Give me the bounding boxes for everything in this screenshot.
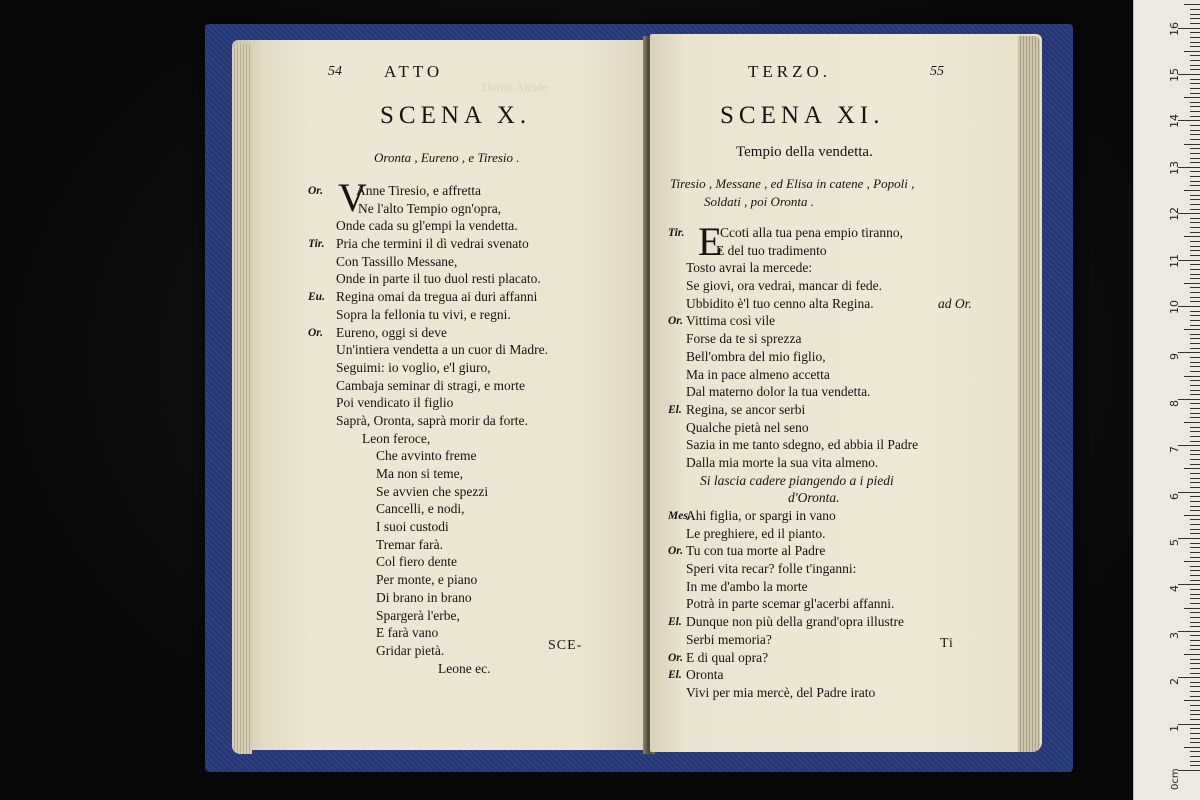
ruler-tick bbox=[1178, 584, 1200, 585]
ruler-tick bbox=[1190, 719, 1200, 720]
verse-text: Pria che termini il dì vedrai svenato bbox=[336, 236, 529, 252]
ruler-tick bbox=[1190, 575, 1200, 576]
ruler-tick bbox=[1190, 733, 1200, 734]
ruler-tick bbox=[1190, 311, 1200, 312]
ruler-tick bbox=[1190, 589, 1200, 590]
ruler-tick bbox=[1184, 4, 1200, 5]
verse-text: Con Tassillo Messane, bbox=[336, 253, 458, 269]
ruler-tick bbox=[1190, 195, 1200, 196]
ruler-tick bbox=[1190, 622, 1200, 623]
ruler-tick bbox=[1190, 18, 1200, 19]
ruler-tick bbox=[1190, 738, 1200, 739]
right-characters-2: Soldati , poi Oronta . bbox=[704, 194, 815, 209]
ruler-tick bbox=[1190, 645, 1200, 646]
ruler-tick bbox=[1190, 640, 1200, 641]
ruler-tick bbox=[1190, 529, 1200, 530]
ruler-tick bbox=[1190, 454, 1200, 455]
ruler-tick bbox=[1178, 724, 1200, 725]
ruler-tick bbox=[1190, 668, 1200, 669]
right-catchword: Ti bbox=[940, 636, 954, 651]
verse-text: Sazia in me tanto sdegno, ed abbia il Padre bbox=[686, 437, 919, 453]
left-running-header: ATTO bbox=[384, 62, 444, 81]
ruler-tick bbox=[1178, 538, 1200, 539]
ruler-tick bbox=[1184, 515, 1200, 516]
verse-text: Tu con tua morte al Padre bbox=[686, 543, 826, 559]
ruler-tick bbox=[1178, 260, 1200, 261]
ruler-tick bbox=[1190, 682, 1200, 683]
ruler-tick bbox=[1190, 83, 1200, 84]
ruler-tick bbox=[1190, 274, 1200, 275]
ruler-tick bbox=[1178, 213, 1200, 214]
speaker-label: Or. bbox=[308, 326, 324, 339]
verse-text: Se avvien che spezzi bbox=[376, 483, 489, 499]
ruler-tick bbox=[1190, 204, 1200, 205]
ruler-tick bbox=[1190, 473, 1200, 474]
right-page-number: 55 bbox=[930, 64, 944, 79]
ruler-tick bbox=[1190, 482, 1200, 483]
verse-text: Tremar farà. bbox=[376, 536, 443, 552]
ruler-tick bbox=[1178, 306, 1200, 307]
ruler-tick bbox=[1184, 422, 1200, 423]
ruler-tick bbox=[1190, 408, 1200, 409]
ruler-tick bbox=[1190, 761, 1200, 762]
ruler-tick bbox=[1190, 510, 1200, 511]
measurement-ruler bbox=[1133, 0, 1200, 800]
verse-text: Serbi memoria? bbox=[686, 631, 772, 647]
ruler-number: 15 bbox=[1168, 68, 1181, 82]
ruler-tick bbox=[1190, 659, 1200, 660]
ruler-tick bbox=[1178, 445, 1200, 446]
speaker-label: Or. bbox=[668, 315, 684, 328]
ruler-tick bbox=[1190, 338, 1200, 339]
verse-text: Leone ec. bbox=[438, 660, 491, 676]
verse-text: Anne Tiresio, e affretta bbox=[356, 183, 481, 198]
ruler-tick bbox=[1190, 362, 1200, 363]
verse-text: Col fiero dente bbox=[376, 554, 457, 570]
ruler-tick bbox=[1190, 185, 1200, 186]
ruler-tick bbox=[1184, 190, 1200, 191]
ruler-tick bbox=[1190, 32, 1200, 33]
verse-text: Spargerà l'erbe, bbox=[376, 607, 460, 623]
ruler-tick bbox=[1190, 246, 1200, 247]
ruler-tick bbox=[1190, 603, 1200, 604]
right-drop-cap: E bbox=[698, 219, 723, 264]
ruler-number: 9 bbox=[1168, 353, 1181, 361]
ruler-tick bbox=[1190, 566, 1200, 567]
speaker-label: El. bbox=[668, 616, 682, 629]
ruler-tick bbox=[1190, 250, 1200, 251]
ruler-tick bbox=[1184, 236, 1200, 237]
right-page-edges bbox=[1018, 36, 1040, 752]
ruler-tick bbox=[1190, 728, 1200, 729]
ruler-tick bbox=[1178, 399, 1200, 400]
verse-text: Cambaja seminar di stragi, e morte bbox=[336, 377, 525, 393]
ruler-tick bbox=[1190, 487, 1200, 488]
ruler-tick bbox=[1190, 626, 1200, 627]
verse-text: Gridar pietà. bbox=[376, 642, 445, 658]
ruler-tick bbox=[1190, 714, 1200, 715]
ruler-tick bbox=[1184, 97, 1200, 98]
ruler-tick bbox=[1190, 417, 1200, 418]
ruler-tick bbox=[1190, 199, 1200, 200]
verse-text: Cancelli, e nodi, bbox=[376, 501, 465, 517]
ruler-tick bbox=[1190, 436, 1200, 437]
ruler-tick bbox=[1190, 301, 1200, 302]
ruler-tick bbox=[1190, 297, 1200, 298]
verse-text: Ahi figlia, or spargi in vano bbox=[686, 508, 836, 523]
ruler-tick bbox=[1184, 283, 1200, 284]
ruler-tick bbox=[1190, 751, 1200, 752]
ruler-tick bbox=[1190, 478, 1200, 479]
ruler-tick bbox=[1190, 264, 1200, 265]
ruler-tick bbox=[1190, 686, 1200, 687]
verse-text: Tosto avrai la mercede: bbox=[686, 260, 813, 276]
ruler-tick bbox=[1190, 79, 1200, 80]
ruler-tick bbox=[1190, 162, 1200, 163]
ruler-tick bbox=[1190, 315, 1200, 316]
ruler-tick bbox=[1190, 533, 1200, 534]
ruler-tick bbox=[1190, 241, 1200, 242]
ruler-tick bbox=[1190, 106, 1200, 107]
verse-text: Forse da te si sprezza bbox=[686, 331, 802, 347]
ruler-tick bbox=[1190, 552, 1200, 553]
verse-text: E del tuo tradimento bbox=[716, 242, 827, 258]
ruler-tick bbox=[1190, 390, 1200, 391]
ruler-tick bbox=[1190, 111, 1200, 112]
left-page bbox=[232, 40, 647, 750]
ruler-tick bbox=[1190, 756, 1200, 757]
stage-direction: Si lascia cadere piangendo a i piedi bbox=[700, 472, 894, 488]
right-page bbox=[650, 34, 1042, 752]
ruler-tick bbox=[1190, 55, 1200, 56]
ruler-tick bbox=[1190, 222, 1200, 223]
ruler-tick bbox=[1190, 403, 1200, 404]
ruler-number: 4 bbox=[1168, 585, 1181, 593]
ruler-tick bbox=[1184, 51, 1200, 52]
ruler-tick bbox=[1190, 598, 1200, 599]
ruler-tick bbox=[1184, 376, 1200, 377]
ruler-tick bbox=[1178, 492, 1200, 493]
ruler-tick bbox=[1190, 60, 1200, 61]
verse-text: Dalla mia morte la sua vita almeno. bbox=[686, 454, 879, 470]
ruler-tick bbox=[1190, 88, 1200, 89]
verse-text: Sopra la fellonia tu vivi, e regni. bbox=[336, 306, 511, 322]
ruler-tick bbox=[1190, 181, 1200, 182]
ruler-tick bbox=[1190, 42, 1200, 43]
ruler-tick bbox=[1190, 176, 1200, 177]
ruler-tick bbox=[1190, 696, 1200, 697]
speaker-label: El. bbox=[668, 403, 682, 416]
ruler-tick bbox=[1190, 394, 1200, 395]
ruler-number: 7 bbox=[1168, 446, 1181, 454]
verse-text: Un'intiera vendetta a un cuor di Madre. bbox=[336, 342, 548, 358]
ruler-tick bbox=[1190, 232, 1200, 233]
ruler-tick bbox=[1190, 742, 1200, 743]
ruler-tick bbox=[1190, 450, 1200, 451]
right-place: Tempio della vendetta. bbox=[736, 144, 873, 160]
ruler-tick bbox=[1190, 292, 1200, 293]
ruler-tick bbox=[1184, 468, 1200, 469]
verse-text: I suoi custodi bbox=[376, 519, 449, 535]
verse-text: Seguimi: io voglio, e'l giuro, bbox=[336, 359, 491, 375]
ruler-tick bbox=[1190, 380, 1200, 381]
ruler-tick bbox=[1190, 69, 1200, 70]
ruler-tick bbox=[1190, 617, 1200, 618]
ruler-number: 5 bbox=[1168, 539, 1181, 546]
verse-text: In me d'ambo la morte bbox=[686, 578, 808, 594]
ruler-tick bbox=[1190, 431, 1200, 432]
speaker-label: Mes. bbox=[668, 510, 691, 522]
ruler-tick bbox=[1184, 144, 1200, 145]
ruler-number: 10 bbox=[1168, 300, 1181, 314]
ruler-tick bbox=[1190, 441, 1200, 442]
stage-direction: d'Oronta. bbox=[788, 490, 840, 506]
ruler-tick bbox=[1190, 673, 1200, 674]
ruler-tick bbox=[1178, 74, 1200, 75]
speaker-label: Or. bbox=[668, 651, 684, 664]
right-scene-title: SCENA XI. bbox=[720, 102, 885, 129]
left-page-number: 54 bbox=[328, 64, 342, 79]
ruler-tick bbox=[1190, 501, 1200, 502]
right-characters-1: Tiresio , Messane , ed Elisa in catene , Popoli , bbox=[670, 176, 915, 191]
speaker-label: Or. bbox=[308, 185, 324, 197]
ruler-number: 16 bbox=[1168, 21, 1181, 36]
right-running-header: TERZO. bbox=[748, 62, 832, 81]
show-through-text: Dormi Alcide bbox=[482, 80, 548, 94]
verse-text: Ubbidito è'l tuo cenno alta Regina. bbox=[686, 295, 874, 311]
ruler-tick bbox=[1190, 65, 1200, 66]
verse-text: Eureno, oggi si deve bbox=[336, 324, 447, 340]
verse-text: Onde cada su gl'empi la vendetta. bbox=[336, 218, 518, 234]
ruler-tick bbox=[1178, 28, 1200, 29]
ruler-tick bbox=[1190, 765, 1200, 766]
ruler-number: 8 bbox=[1168, 399, 1181, 407]
ruler-tick bbox=[1190, 255, 1200, 256]
ruler-tick bbox=[1184, 329, 1200, 330]
ruler-tick bbox=[1190, 543, 1200, 544]
ruler-tick bbox=[1184, 608, 1200, 609]
ruler-tick bbox=[1178, 770, 1200, 771]
ruler-tick bbox=[1190, 125, 1200, 126]
verse-text: Ma in pace almeno accetta bbox=[686, 366, 830, 382]
ruler-tick bbox=[1190, 171, 1200, 172]
ruler-number: 14 bbox=[1168, 114, 1181, 129]
ruler-tick bbox=[1190, 496, 1200, 497]
verse-text: Leon feroce, bbox=[362, 430, 431, 446]
verse-text: Poi vendicato il figlio bbox=[336, 395, 454, 411]
ruler-tick bbox=[1190, 348, 1200, 349]
ruler-tick bbox=[1190, 524, 1200, 525]
speaker-label: El. bbox=[668, 669, 682, 682]
verse-text: Vittima così vile bbox=[686, 313, 776, 329]
speaker-label: Eu. bbox=[308, 291, 325, 304]
aside-direction: ad Or. bbox=[938, 295, 972, 311]
left-catchword: SCE- bbox=[548, 638, 583, 653]
ruler-tick bbox=[1190, 14, 1200, 15]
ruler-tick bbox=[1178, 631, 1200, 632]
ruler-number: 2 bbox=[1168, 678, 1181, 686]
ruler-tick bbox=[1190, 570, 1200, 571]
ruler-tick bbox=[1178, 120, 1200, 121]
ruler-number: 11 bbox=[1168, 253, 1181, 268]
verse-text: Oronta bbox=[686, 667, 724, 683]
ruler-tick bbox=[1190, 158, 1200, 159]
ruler-tick bbox=[1190, 134, 1200, 135]
ruler-tick bbox=[1178, 167, 1200, 168]
verse-text: Qualche pietà nel seno bbox=[686, 419, 809, 435]
ruler-tick bbox=[1190, 427, 1200, 428]
verse-text: Potrà in parte scemar gl'acerbi affanni. bbox=[686, 596, 895, 612]
ruler-tick bbox=[1190, 557, 1200, 558]
verse-text: Regina omai da tregua ai duri affanni bbox=[336, 289, 538, 305]
ruler-tick bbox=[1190, 9, 1200, 10]
ruler-tick bbox=[1190, 413, 1200, 414]
verse-text: Regina, se ancor serbi bbox=[686, 401, 806, 417]
left-page-edges bbox=[232, 44, 252, 754]
ruler-number: 3 bbox=[1168, 631, 1181, 639]
verse-text: E di qual opra? bbox=[686, 649, 769, 665]
verse-text: Bell'ombra del mio figlio, bbox=[686, 348, 826, 364]
verse-text: Per monte, e piano bbox=[376, 572, 478, 588]
ruler-tick bbox=[1190, 580, 1200, 581]
left-characters: Oronta , Eureno , e Tiresio . bbox=[374, 150, 520, 165]
verse-text: Dunque non più della grand'opra illustre bbox=[686, 614, 905, 630]
ruler-tick bbox=[1190, 519, 1200, 520]
ruler-tick bbox=[1190, 459, 1200, 460]
ruler-number: 1 bbox=[1168, 724, 1181, 732]
ruler-tick bbox=[1190, 148, 1200, 149]
ruler-tick bbox=[1190, 506, 1200, 507]
ruler-tick bbox=[1190, 635, 1200, 636]
ruler-tick bbox=[1190, 691, 1200, 692]
ruler-tick bbox=[1178, 677, 1200, 678]
ruler-tick bbox=[1190, 343, 1200, 344]
speaker-label: Tir. bbox=[668, 227, 685, 239]
ruler-number: 6 bbox=[1168, 492, 1181, 500]
ruler-tick bbox=[1190, 46, 1200, 47]
verse-text: Se giovi, ora vedrai, mancar di fede. bbox=[686, 278, 883, 294]
verse-text: Onde in parte il tuo duol resti placato. bbox=[336, 271, 541, 287]
ruler-number: 13 bbox=[1168, 160, 1181, 175]
ruler-tick bbox=[1190, 139, 1200, 140]
ruler-tick bbox=[1190, 130, 1200, 131]
ruler-tick bbox=[1190, 287, 1200, 288]
ruler-tick bbox=[1190, 612, 1200, 613]
ruler-tick bbox=[1190, 705, 1200, 706]
verse-text: Dal materno dolor la tua vendetta. bbox=[686, 384, 871, 400]
ruler-tick bbox=[1190, 357, 1200, 358]
ruler-tick bbox=[1190, 227, 1200, 228]
ruler-tick bbox=[1178, 352, 1200, 353]
speaker-label: Or. bbox=[668, 545, 684, 558]
verse-text: E farà vano bbox=[376, 625, 439, 641]
ruler-tick bbox=[1190, 93, 1200, 94]
ruler-tick bbox=[1190, 269, 1200, 270]
verse-text: Saprà, Oronta, saprà morir da forte. bbox=[336, 412, 528, 428]
verse-text: Vivi per mia mercè, del Padre irato bbox=[686, 684, 876, 700]
speaker-label: Tir. bbox=[308, 238, 325, 251]
ruler-tick bbox=[1190, 366, 1200, 367]
ruler-tick bbox=[1190, 37, 1200, 38]
ruler-tick bbox=[1190, 464, 1200, 465]
ruler-tick bbox=[1190, 116, 1200, 117]
ruler-tick bbox=[1190, 649, 1200, 650]
ruler-tick bbox=[1190, 320, 1200, 321]
ruler-tick bbox=[1190, 385, 1200, 386]
ruler-tick bbox=[1184, 654, 1200, 655]
ruler-number: 12 bbox=[1168, 207, 1181, 222]
ruler-tick bbox=[1190, 663, 1200, 664]
ruler-tick bbox=[1190, 594, 1200, 595]
ruler-tick bbox=[1190, 102, 1200, 103]
ruler-tick bbox=[1190, 23, 1200, 24]
ruler-tick bbox=[1190, 334, 1200, 335]
verse-text: Ccoti alla tua pena empio tiranno, bbox=[720, 225, 903, 240]
ruler-tick bbox=[1190, 209, 1200, 210]
left-scene-title: SCENA X. bbox=[380, 102, 532, 129]
ruler-tick bbox=[1190, 278, 1200, 279]
ruler-tick bbox=[1190, 710, 1200, 711]
verse-text: Che avvinto freme bbox=[376, 448, 477, 464]
ruler-tick bbox=[1190, 547, 1200, 548]
ruler-tick bbox=[1190, 371, 1200, 372]
ruler-tick bbox=[1184, 561, 1200, 562]
verse-text: Ma non si teme, bbox=[376, 466, 463, 481]
ruler-tick bbox=[1190, 218, 1200, 219]
ruler-tick bbox=[1190, 325, 1200, 326]
ruler-tick bbox=[1184, 747, 1200, 748]
left-drop-cap: V bbox=[338, 175, 367, 220]
verse-text: Speri vita recar? folle t'inganni: bbox=[686, 561, 857, 577]
verse-text: Ne l'alto Tempio ogn'opra, bbox=[358, 200, 502, 216]
verse-text: Le preghiere, ed il pianto. bbox=[686, 525, 826, 541]
ruler-unit-label: 0cm bbox=[1170, 768, 1181, 790]
ruler-tick bbox=[1190, 153, 1200, 154]
verse-text: Di brano in brano bbox=[376, 589, 472, 605]
ruler-tick bbox=[1184, 700, 1200, 701]
